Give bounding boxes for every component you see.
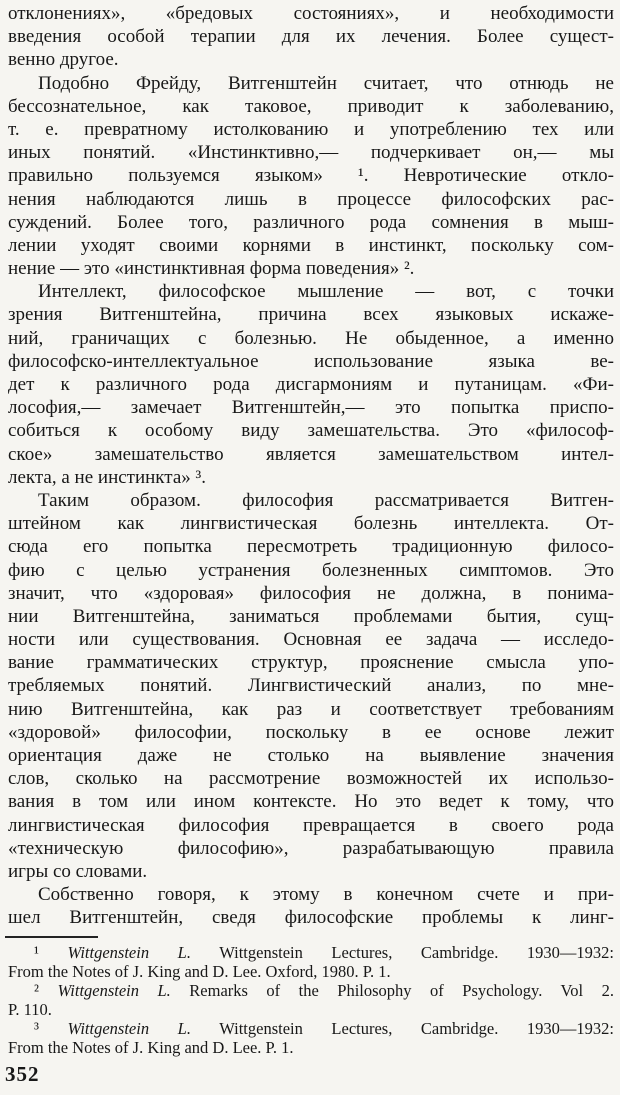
footnote-text: Remarks of the Philosophy of Psychology. Vol 2. — [170, 981, 614, 1000]
footnote-line — [8, 981, 614, 1000]
text-line: собиться к особому виду замешательства. Это «философ- — [8, 420, 614, 442]
text-line: «техническую философию», разрабатывающую правила — [8, 837, 614, 859]
text-line: т. е. превратному истолкованию и употреблению тех или — [8, 118, 614, 140]
footnote-text: ¹ — [34, 943, 68, 962]
text-line: Таким образом. философия рассматривается Витген- — [38, 489, 614, 511]
footnote-text: Wittgenstein Lectures, Cambridge. 1930—1932: — [190, 1019, 614, 1038]
text-line: ний, граничащих с болезнью. Не обыденное, а именно — [8, 327, 614, 349]
text-line: нение — это «инстинктивная форма поведения» ². — [8, 258, 415, 280]
footnote-text: ² — [34, 981, 58, 1000]
text-line: лософия,— замечает Витгенштейн,— это попытка приспо- — [8, 397, 614, 419]
footnote-line — [8, 943, 614, 962]
text-line: шел Витгенштейн, сведя философские проблемы к линг- — [8, 907, 614, 929]
footnote-author: Wittgenstein L. — [67, 1019, 191, 1038]
footnote-text: Wittgenstein Lectures, Cambridge. 1930—1932: — [190, 943, 614, 962]
footnote-line — [8, 1038, 614, 1057]
text-line: зрения Витгенштейна, причина всех языковых искаже- — [8, 304, 614, 326]
text-line: ское» замешательство является замешательством интел- — [8, 443, 614, 465]
text-line: дет к различного рода дисгармониям и путаницам. «Фи- — [8, 374, 614, 395]
text-line: бессознательное, как таковое, приводит к заболеванию, — [8, 95, 614, 117]
text-line: лении уходят своими корнями в инстинкт, поскольку сом- — [8, 234, 614, 256]
text-line: иных понятий. «Инстинктивно,— подчеркивает он,— мы — [8, 142, 614, 164]
text-line: правильно пользуемся языком» ¹. Невротические откло- — [8, 165, 614, 187]
footnote-author: Wittgenstein L. — [67, 943, 191, 962]
footnote-author: Wittgenstein L. — [57, 981, 171, 1000]
text-line: венно другое. — [8, 49, 119, 71]
text-line: сюда его попытка пересмотреть традиционную филосо- — [8, 536, 614, 558]
text-line: Подобно Фрейду, Витгенштейн считает, что отнюдь не — [38, 72, 614, 94]
page-number: 352 — [5, 1062, 40, 1086]
text-line: суждений. Более того, различного рода сомнения в мыш- — [8, 211, 614, 233]
text-line: значит, что «здоровая» философия не должна, в понима- — [8, 582, 614, 604]
text-line: ности или существования. Основная ее задача — исследо- — [8, 629, 614, 651]
footnotes — [8, 943, 614, 1057]
footnote-line — [8, 1019, 614, 1038]
text-line: Интеллект, философское мышление — вот, с точки — [38, 281, 614, 303]
text-line: нения наблюдаются лишь в процессе философских рас- — [8, 188, 614, 210]
footnote-text: From the Notes of J. King and D. Lee. P. 1. — [8, 1038, 294, 1057]
text-line: слов, сколько на рассмотрение возможностей их использо- — [8, 768, 614, 790]
text-line: ориентация даже не столько на выявление значения — [8, 745, 614, 766]
text-line: требляемых понятий. Лингвистический анализ, по мне- — [8, 675, 614, 697]
body-text — [8, 2, 614, 930]
footnote-text: P. 110. — [8, 1000, 52, 1019]
text-line: введения особой терапии для их лечения. Более сущест- — [8, 26, 614, 48]
footnote-line — [8, 962, 614, 981]
text-line: нию Витгенштейна, как раз и соответствует требованиям — [8, 698, 614, 720]
text-line: лингвистическая философия превращается в своего рода — [8, 814, 614, 836]
text-line: вания в том или ином контексте. Но это ведет к тому, что — [8, 791, 614, 813]
text-line: вание грамматических структур, прояснение смысла упо- — [8, 652, 614, 674]
text-line: Собственно говоря, к этому в конечном счете и при- — [38, 884, 614, 906]
text-line: штейном как лингвистическая болезнь интеллекта. От- — [8, 513, 614, 535]
text-line: отклонениях», «бредовых состояниях», и необходимости — [8, 3, 614, 24]
text-line: «здоровой» философии, поскольку в ее основе лежит — [8, 721, 614, 743]
text-line: фию с целью устранения болезненных симптомов. Это — [8, 559, 614, 581]
text-line: лекта, а не инстинкта» ³. — [8, 466, 206, 488]
text-line: игры со словами. — [8, 860, 148, 882]
footnote-separator — [5, 936, 98, 938]
footnote-line — [8, 1000, 614, 1019]
footnote-text: ³ — [34, 1019, 68, 1038]
text-line: философско-интеллектуальное использование языка ве- — [8, 350, 614, 372]
text-line: нии Витгенштейна, заниматься проблемами бытия, сущ- — [8, 605, 614, 627]
footnote-text: From the Notes of J. King and D. Lee. Oxford, 1980. P. 1. — [8, 962, 391, 981]
